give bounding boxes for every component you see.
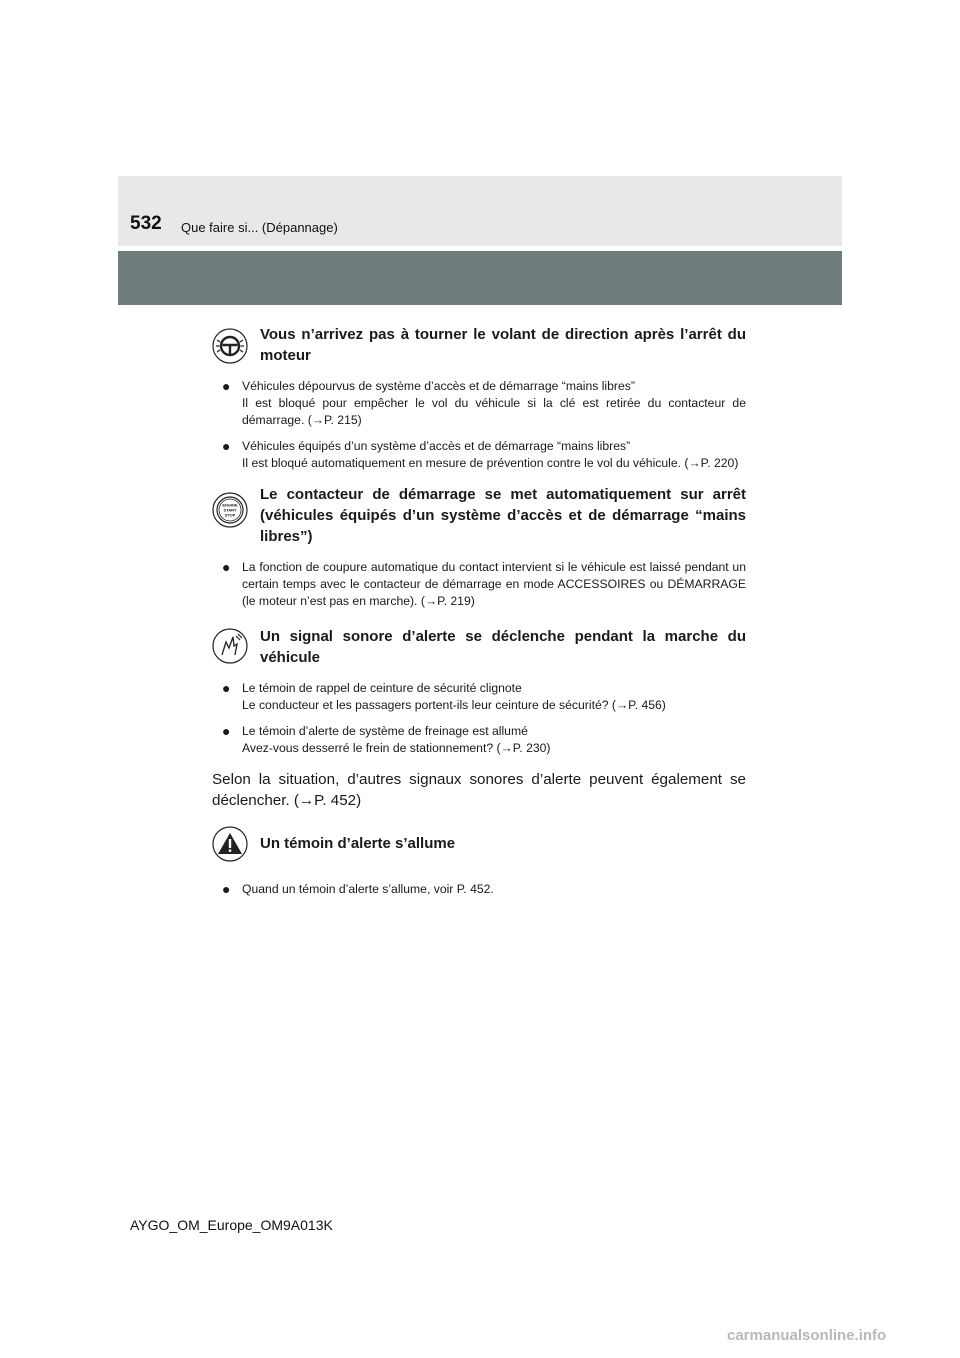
bullet-icon: ●: [222, 438, 231, 454]
body-paragraph: Selon la situation, d’autres signaux sonores d’alerte peuvent également se déclencher. (→P. 452): [212, 771, 746, 809]
section-auto-off: [212, 484, 746, 610]
list-item: ● Véhicules dépourvus de système d’accès et de démarrage “mains libres” Il est bloqué pour empêcher le vol du véhicule si la clé est retirée du contacteur de démarrage. (→P. 215): [222, 378, 746, 427]
list-item: ● La fonction de coupure automatique du contact intervient si le véhicule est laissé pendant un certain temps avec le contacteur de démarrage en mode ACCESSOIRES ou DÉMARRAGE (le moteur n’est pas en marche). (→P. 219): [222, 559, 746, 608]
bullet-icon: ●: [222, 680, 231, 696]
steering-wheel-icon: [212, 328, 248, 364]
section-heading: ENGINE START STOP Le contacteur de démarrage se met automatiquement sur arrêt (véhicules équipés d’un système d’accès et de démarrage “mains libres”): [212, 484, 746, 547]
section-heading: Un signal sonore d’alerte se déclenche pendant la marche du véhicule: [212, 626, 746, 668]
bullet-icon: ●: [222, 559, 231, 575]
bullet-icon: ●: [222, 881, 231, 898]
page-number: 532: [130, 213, 162, 234]
list-item: ● Le témoin d’alerte de système de freinage est allumé Avez-vous desserré le frein de stationnement? (→P. 230): [222, 723, 551, 755]
section-alarm: [212, 626, 746, 811]
watermark: carmanualsonline.info: [727, 1327, 887, 1344]
list-item: ● Quand un témoin d’alerte s’allume, voir P. 452.: [222, 881, 494, 898]
svg-text:ENGINE: ENGINE: [222, 502, 238, 508]
list-item: ● Le témoin de rappel de ceinture de sécurité clignote Le conducteur et les passagers portent-ils leur ceinture de sécurité? (→P. 456): [222, 680, 666, 712]
svg-text:STOP: STOP: [224, 512, 236, 518]
alarm-sound-icon: [212, 628, 248, 664]
svg-text:START: START: [223, 507, 237, 513]
section-steering-lock: [212, 324, 746, 472]
section-heading: Un témoin d’alerte s’allume: [212, 826, 746, 863]
document-code: AYGO_OM_Europe_OM9A013K: [130, 1217, 333, 1233]
section-heading: Vous n’arrivez pas à tourner le volant de direction après l’arrêt du moteur: [212, 324, 746, 366]
bullet-icon: ●: [222, 378, 231, 394]
section-band: [118, 251, 842, 305]
page-content: [212, 318, 746, 898]
section-warning-light: [212, 826, 746, 898]
list-item: ● Véhicules équipés d’un système d’accès et de démarrage “mains libres” Il est bloqué automatiquement en mesure de prévention contre le vol du véhicule. (→P. 220): [222, 438, 739, 470]
warning-triangle-icon: [212, 826, 248, 862]
header-band: [118, 176, 842, 246]
engine-start-stop-icon: [212, 492, 248, 528]
bullet-icon: ●: [222, 723, 231, 739]
chapter-title: Que faire si... (Dépannage): [181, 220, 338, 235]
